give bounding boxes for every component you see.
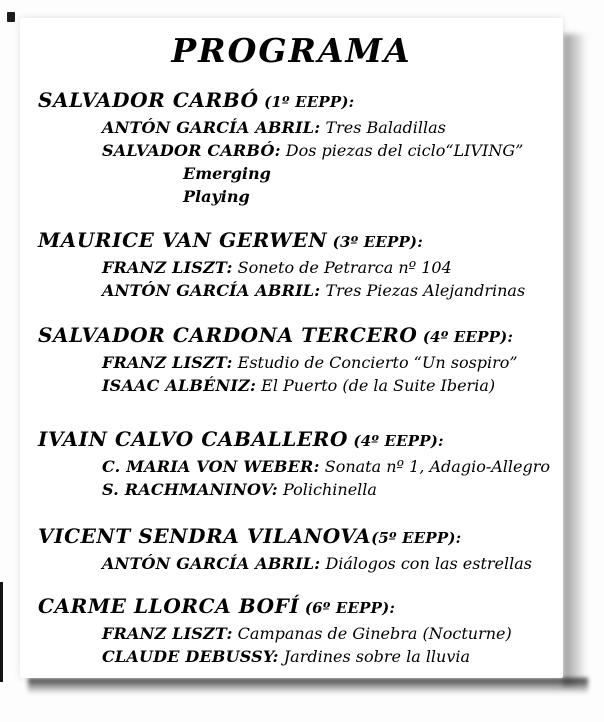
performer-header bbox=[38, 87, 555, 116]
scan-artifact-line bbox=[0, 582, 3, 682]
grade-label: (5º EEPP): bbox=[371, 528, 462, 547]
performer-name: MAURICE VAN GERWEN bbox=[38, 227, 328, 252]
piece-line bbox=[102, 374, 555, 397]
performer-header bbox=[38, 426, 555, 455]
piece-line bbox=[102, 116, 555, 139]
performer-section bbox=[38, 87, 555, 208]
piece-line bbox=[102, 455, 555, 478]
composer-name: C. MARIA VON WEBER: bbox=[102, 456, 320, 476]
performer-name: IVAIN CALVO CABALLERO bbox=[38, 426, 348, 451]
performer-name: VICENT SENDRA VILANOVA bbox=[38, 523, 372, 548]
grade-label: (4º EEPP): bbox=[347, 431, 444, 450]
page-shadow-bottom bbox=[28, 678, 588, 694]
scan-artifact-dot bbox=[7, 12, 15, 22]
piece-line bbox=[102, 622, 555, 645]
performer-section bbox=[38, 593, 555, 668]
piece-title: Campanas de Ginebra (Nocturne) bbox=[237, 623, 512, 643]
piece-title: Tres Baladillas bbox=[325, 117, 446, 137]
composer-name: FRANZ LISZT: bbox=[102, 257, 233, 277]
movement-line: Playing bbox=[183, 186, 250, 206]
performer-section bbox=[38, 426, 555, 501]
piece-title: Jardines sobre la lluvia bbox=[283, 646, 471, 666]
piece-line bbox=[102, 256, 555, 279]
piece-title: Tres Piezas Alejandrinas bbox=[325, 280, 526, 300]
piece-line bbox=[102, 478, 555, 501]
performer-section bbox=[38, 322, 555, 397]
performer-header bbox=[38, 593, 555, 622]
piece-title: Sonata nº 1, Adagio-Allegro bbox=[324, 456, 551, 476]
composer-name: ISAAC ALBÉNIZ: bbox=[102, 375, 257, 395]
performer-header bbox=[38, 322, 555, 351]
performer-header bbox=[38, 227, 555, 256]
composer-name: FRANZ LISZT: bbox=[102, 623, 233, 643]
piece-title: Estudio de Concierto “Un sospiro” bbox=[237, 352, 518, 372]
composer-name: ANTÓN GARCÍA ABRIL: bbox=[102, 553, 321, 573]
performer-header bbox=[38, 523, 555, 552]
piece-title: Dos piezas del ciclo“LIVING” bbox=[285, 140, 524, 160]
piece-line bbox=[102, 351, 555, 374]
composer-name: ANTÓN GARCÍA ABRIL: bbox=[102, 117, 321, 137]
piece-title: El Puerto (de la Suite Iberia) bbox=[261, 375, 496, 395]
performer-section bbox=[38, 227, 555, 302]
grade-label: (6º EEPP): bbox=[299, 598, 396, 617]
piece-title: Polichinella bbox=[283, 479, 377, 499]
performer-name: SALVADOR CARDONA TERCERO bbox=[38, 322, 418, 347]
grade-label: (3º EEPP): bbox=[327, 232, 423, 251]
piece-line bbox=[102, 139, 555, 162]
grade-label: (4º EEPP): bbox=[417, 327, 514, 346]
composer-name: S. RACHMANINOV: bbox=[102, 479, 278, 499]
grade-label: (1º EEPP): bbox=[258, 92, 355, 111]
performer-name: CARME LLORCA BOFÍ bbox=[38, 593, 300, 618]
composer-name: SALVADOR CARBÓ: bbox=[102, 140, 281, 160]
piece-line bbox=[102, 645, 555, 668]
piece-title: Diálogos con las estrellas bbox=[325, 553, 532, 573]
piece-title: Soneto de Petrarca nº 104 bbox=[237, 257, 452, 277]
movement-line: Emerging bbox=[183, 163, 271, 183]
composer-name: CLAUDE DEBUSSY: bbox=[102, 646, 279, 666]
program-page bbox=[20, 18, 563, 678]
page-shadow-right bbox=[563, 34, 587, 686]
composer-name: ANTÓN GARCÍA ABRIL: bbox=[102, 280, 321, 300]
performer-section bbox=[38, 523, 555, 575]
piece-line bbox=[102, 279, 555, 302]
page-title: PROGRAMA bbox=[171, 31, 412, 70]
composer-name: FRANZ LISZT: bbox=[102, 352, 233, 372]
performer-name: SALVADOR CARBÓ bbox=[38, 87, 259, 112]
piece-line bbox=[102, 552, 555, 575]
